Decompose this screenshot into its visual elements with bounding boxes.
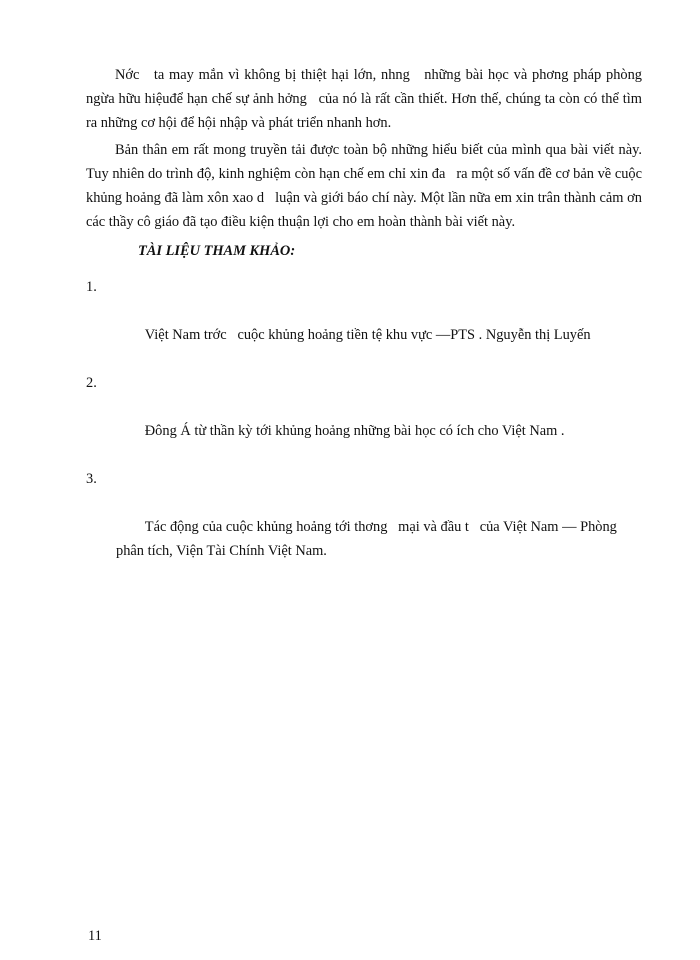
paragraph: Nớc ta may mắn vì không bị thiệt hại lớn, nhng những bài học và phơng pháp phòng ngừa hữu hiệuđể hạn chế sự ảnh hởng của nó là rất cần thiết. Hơn thế, chúng ta còn có thể tìm ra những cơ hội để hội nhập và phát triển nhanh hơn. <box>86 67 646 131</box>
body-text <box>86 64 646 587</box>
paragraph: Bản thân em rất mong truyền tải được toàn bộ những hiểu biết của mình qua bài viết này. Tuy nhiên do trình độ, kinh nghiệm còn hạn chế em chỉ xin đa ra một số vấn đề cơ bản về cuộc khủng hoảng đã làm xôn xao d luận và giới báo chí này. Một lần nữa em xin trân thành cảm ơn các thầy cô giáo đã tạo điều kiện thuận lợi cho em hoàn thành bài viết này. <box>86 142 646 230</box>
reference-number: 2. <box>86 374 97 391</box>
references-list <box>86 275 642 587</box>
reference-text: Đông Á từ thần kỳ tới khủng hoảng những bài học có ích cho Việt Nam . <box>144 422 565 439</box>
reference-number: 1. <box>86 278 97 295</box>
references-heading: TÀI LIỆU THAM KHẢO: <box>138 242 296 259</box>
page-number: 11 <box>88 928 102 944</box>
reference-text: Việt Nam trớc cuộc khủng hoảng tiền tệ khu vực —PTS . Nguyễn thị Luyến <box>144 326 591 343</box>
reference-item <box>86 467 642 587</box>
reference-item <box>86 371 642 467</box>
reference-item <box>86 275 642 371</box>
reference-text: Tác động của cuộc khủng hoảng tới thơng mại và đầu t của Việt Nam — Phòng phân tích, Viện Tài Chính Việt Nam. <box>116 518 621 559</box>
reference-number: 3. <box>86 470 97 487</box>
